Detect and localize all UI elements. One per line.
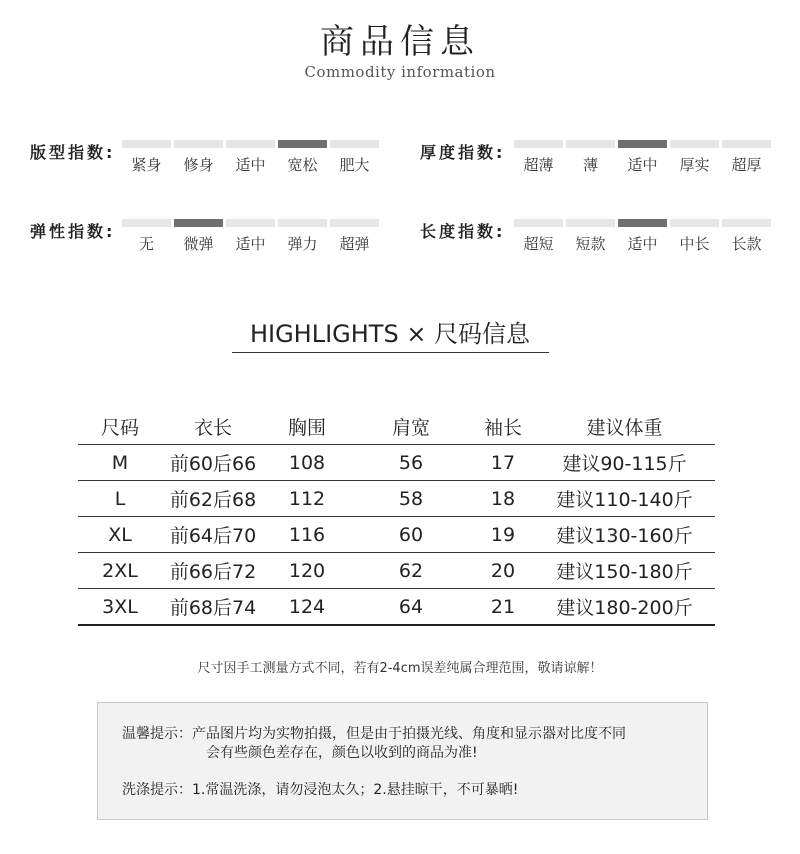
index-option: 厚实	[679, 156, 710, 174]
column-header: 袖长	[483, 416, 522, 439]
index-option: 超厚	[731, 156, 762, 174]
index-segment	[330, 140, 379, 175]
table-cell: XL	[108, 523, 132, 546]
highlights-underline	[232, 352, 549, 353]
table-cell: M	[111, 451, 129, 474]
index-segment	[670, 219, 719, 254]
index-bar	[514, 219, 563, 227]
index-option: 超弹	[339, 235, 370, 253]
page-subtitle: Commodity information	[304, 63, 496, 81]
table-cell: 前64后70	[169, 525, 257, 547]
index-option: 微弹	[183, 235, 214, 253]
column-header: 衣长	[193, 416, 232, 439]
index-option: 短款	[575, 235, 606, 253]
table-cell: 前66后72	[169, 561, 257, 583]
table-cell: 21	[490, 595, 516, 618]
table-cell: 19	[490, 523, 516, 546]
tip-washing: 洗涤提示：1.常温洗涤，请勿浸泡太久；2.悬挂晾干，不可暴晒!	[122, 782, 519, 798]
table-cell: 2XL	[102, 559, 138, 582]
measurement-note: 尺寸因手工测量方式不同，若有2-4cm误差纯属合理范围，敬请谅解！	[197, 661, 603, 676]
index-segment	[278, 140, 327, 175]
size-table	[78, 408, 715, 626]
tips-box	[97, 702, 708, 820]
table-cell: 建议130-160斤	[556, 525, 693, 547]
table-cell: 前68后74	[169, 597, 257, 619]
index-option: 肥大	[339, 156, 370, 174]
index-option: 适中	[235, 235, 266, 253]
table-cell: 18	[490, 487, 516, 510]
index-segment	[514, 140, 563, 175]
table-cell: 120	[288, 559, 326, 582]
table-cell: 60	[398, 523, 424, 546]
index-bar	[174, 219, 223, 227]
index-segment	[722, 219, 771, 254]
index-segment	[670, 140, 719, 175]
index-bar	[226, 140, 275, 148]
index-bar	[670, 140, 719, 148]
table-cell: 112	[288, 487, 326, 510]
index-label: 版型指数:	[30, 143, 116, 162]
column-header: 肩宽	[391, 416, 430, 439]
tip-color-line2: 会有些颜色差存在，颜色以收到的商品为准!	[206, 745, 478, 761]
index-bar	[278, 140, 327, 148]
table-cell: 62	[398, 559, 424, 582]
table-cell: 建议90-115斤	[562, 453, 687, 475]
index-option: 弹力	[287, 235, 318, 253]
index-option: 修身	[183, 156, 214, 174]
table-cell: 20	[490, 559, 516, 582]
index-bar	[722, 219, 771, 227]
index-label: 厚度指数:	[420, 143, 506, 162]
page-title: 商品信息	[320, 22, 480, 62]
index-segment	[566, 219, 615, 254]
index-option: 中长	[679, 235, 710, 253]
column-header: 尺码	[100, 416, 139, 439]
index-bar	[330, 140, 379, 148]
tip-color-line1: 温馨提示：产品图片均为实物拍摄，但是由于拍摄光线、角度和显示器对比度不同	[122, 726, 626, 742]
index-segment	[618, 140, 667, 175]
index-option: 适中	[627, 235, 658, 253]
index-option: 适中	[235, 156, 266, 174]
index-bar	[278, 219, 327, 227]
index-bar	[514, 140, 563, 148]
index-segment	[174, 219, 223, 254]
index-option: 薄	[582, 156, 598, 174]
table-cell: 17	[490, 451, 516, 474]
table-cell: 124	[288, 595, 326, 618]
index-segment	[514, 219, 563, 254]
index-option: 无	[138, 235, 154, 253]
index-option: 超短	[523, 235, 554, 253]
table-cell: 前62后68	[169, 489, 257, 511]
index-option: 适中	[627, 156, 658, 174]
table-cell: 3XL	[102, 595, 138, 618]
table-row	[78, 481, 715, 517]
index-segment	[122, 140, 171, 175]
index-option: 长款	[731, 235, 762, 253]
table-cell: L	[114, 487, 126, 510]
index-option: 紧身	[131, 156, 162, 174]
index-label: 长度指数:	[420, 222, 506, 241]
index-segment	[618, 219, 667, 254]
index-bar	[174, 140, 223, 148]
index-bar	[618, 219, 667, 227]
table-row	[78, 589, 715, 626]
index-segment	[330, 219, 379, 254]
index-segment	[278, 219, 327, 254]
index-option: 超薄	[523, 156, 554, 174]
column-header: 建议体重	[586, 416, 663, 439]
table-row	[78, 445, 715, 481]
table-header-row	[78, 408, 715, 445]
table-cell: 116	[288, 523, 326, 546]
highlights-title: HIGHLIGHTS × 尺码信息	[249, 320, 531, 348]
table-cell: 建议110-140斤	[556, 489, 693, 511]
index-segment	[566, 140, 615, 175]
table-cell: 108	[288, 451, 326, 474]
index-segment	[174, 140, 223, 175]
table-cell: 64	[398, 595, 424, 618]
index-bar	[566, 140, 615, 148]
index-bar	[330, 219, 379, 227]
index-bar	[670, 219, 719, 227]
index-segment	[722, 140, 771, 175]
index-bar	[122, 140, 171, 148]
table-cell: 56	[398, 451, 424, 474]
index-label: 弹性指数:	[30, 222, 116, 241]
index-bar	[618, 140, 667, 148]
index-bar	[566, 219, 615, 227]
table-row	[78, 517, 715, 553]
table-cell: 58	[398, 487, 424, 510]
index-segment	[122, 219, 171, 254]
index-option: 宽松	[287, 156, 318, 174]
column-header: 胸围	[287, 416, 326, 439]
index-bar	[226, 219, 275, 227]
table-cell: 建议180-200斤	[556, 597, 693, 619]
index-segment	[226, 219, 275, 254]
table-cell: 建议150-180斤	[556, 561, 693, 583]
index-bar	[122, 219, 171, 227]
table-row	[78, 553, 715, 589]
index-segment	[226, 140, 275, 175]
index-bar	[722, 140, 771, 148]
table-cell: 前60后66	[169, 453, 257, 475]
